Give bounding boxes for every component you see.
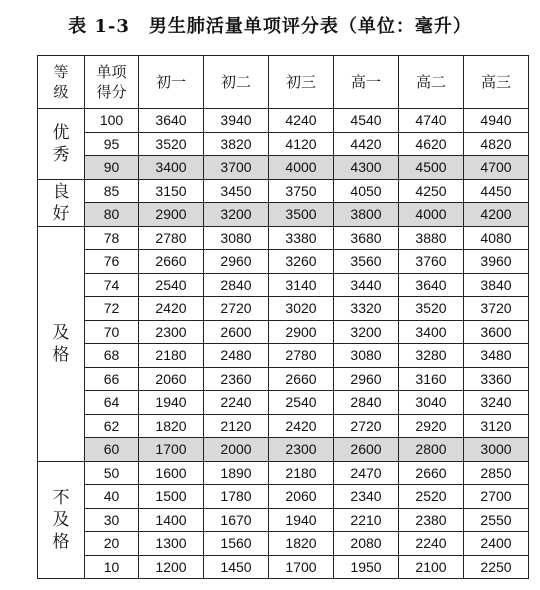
- value-cell: 1670: [204, 508, 269, 532]
- grade-cell: [38, 226, 85, 461]
- value-cell: 2960: [334, 367, 399, 391]
- value-cell: 3040: [399, 391, 464, 415]
- value-cell: 3360: [464, 367, 529, 391]
- value-cell: 4820: [464, 132, 529, 156]
- grade-char: 格: [52, 531, 70, 552]
- value-cell: 3700: [204, 156, 269, 180]
- score-cell: 74: [85, 273, 139, 297]
- value-cell: 4300: [334, 156, 399, 180]
- score-table: [37, 55, 529, 579]
- value-cell: 2340: [334, 485, 399, 509]
- score-cell: 80: [85, 203, 139, 227]
- score-cell: 66: [85, 367, 139, 391]
- value-cell: 3380: [269, 226, 334, 250]
- grade-header-line: 级: [53, 83, 69, 101]
- value-cell: 3400: [399, 320, 464, 344]
- score-cell: 10: [85, 555, 139, 579]
- value-cell: 4250: [399, 179, 464, 203]
- table-row: [38, 250, 529, 274]
- value-cell: 3450: [204, 179, 269, 203]
- grade-char: 及: [52, 322, 70, 343]
- table-row: [38, 156, 529, 180]
- value-cell: 3720: [464, 297, 529, 321]
- table-title: 表 1-3 男生肺活量单项评分表（单位：毫升）: [68, 16, 472, 37]
- value-cell: 3160: [399, 367, 464, 391]
- value-cell: 2550: [464, 508, 529, 532]
- grade-header: [38, 56, 85, 109]
- value-cell: 3140: [269, 273, 334, 297]
- score-cell: 60: [85, 438, 139, 462]
- value-cell: 2300: [139, 320, 204, 344]
- value-cell: 2800: [399, 438, 464, 462]
- value-cell: 2210: [334, 508, 399, 532]
- value-cell: 2960: [204, 250, 269, 274]
- table-row: [38, 367, 529, 391]
- table-row: [38, 179, 529, 203]
- value-cell: 2540: [269, 391, 334, 415]
- value-cell: 2540: [139, 273, 204, 297]
- value-cell: 4420: [334, 132, 399, 156]
- value-cell: 3150: [139, 179, 204, 203]
- value-cell: 1450: [204, 555, 269, 579]
- value-cell: 1820: [139, 414, 204, 438]
- grade-cell: [38, 179, 85, 226]
- score-cell: 78: [85, 226, 139, 250]
- value-cell: 2600: [204, 320, 269, 344]
- value-cell: 2080: [334, 532, 399, 556]
- value-cell: 2180: [139, 344, 204, 368]
- value-cell: 1940: [269, 508, 334, 532]
- value-cell: 4000: [399, 203, 464, 227]
- score-cell: 64: [85, 391, 139, 415]
- value-cell: 4000: [269, 156, 334, 180]
- year-header: 高一: [334, 56, 399, 109]
- grade-char: 良: [52, 181, 70, 202]
- value-cell: 3200: [334, 320, 399, 344]
- table-row: [38, 438, 529, 462]
- grade-char: 不: [52, 487, 70, 508]
- value-cell: 4940: [464, 109, 529, 133]
- score-cell: 76: [85, 250, 139, 274]
- value-cell: 2240: [204, 391, 269, 415]
- table-header: [38, 56, 529, 109]
- table-row: [38, 297, 529, 321]
- value-cell: 3120: [464, 414, 529, 438]
- value-cell: 2470: [334, 461, 399, 485]
- table-row: [38, 109, 529, 133]
- score-cell: 62: [85, 414, 139, 438]
- year-header: 初三: [269, 56, 334, 109]
- grade-header-line: 等: [53, 63, 69, 81]
- value-cell: 3680: [334, 226, 399, 250]
- score-cell: 50: [85, 461, 139, 485]
- value-cell: 2300: [269, 438, 334, 462]
- value-cell: 3880: [399, 226, 464, 250]
- value-cell: 4620: [399, 132, 464, 156]
- value-cell: 2720: [204, 297, 269, 321]
- value-cell: 1400: [139, 508, 204, 532]
- value-cell: 3440: [334, 273, 399, 297]
- value-cell: 3080: [334, 344, 399, 368]
- value-cell: 2250: [464, 555, 529, 579]
- value-cell: 3560: [334, 250, 399, 274]
- value-cell: 2900: [269, 320, 334, 344]
- value-cell: 3800: [334, 203, 399, 227]
- value-cell: 3240: [464, 391, 529, 415]
- grade-cell: [38, 109, 85, 180]
- value-cell: 2840: [204, 273, 269, 297]
- value-cell: 4450: [464, 179, 529, 203]
- value-cell: 1940: [139, 391, 204, 415]
- score-cell: 40: [85, 485, 139, 509]
- value-cell: 3640: [399, 273, 464, 297]
- value-cell: 3820: [204, 132, 269, 156]
- score-header-line: 得分: [96, 83, 127, 101]
- table-row: [38, 320, 529, 344]
- table-row: [38, 344, 529, 368]
- grade-char: 好: [52, 203, 70, 224]
- value-cell: 1780: [204, 485, 269, 509]
- value-cell: 4700: [464, 156, 529, 180]
- value-cell: 3480: [464, 344, 529, 368]
- value-cell: 3960: [464, 250, 529, 274]
- grade-char: 优: [52, 122, 70, 143]
- year-header: 高二: [399, 56, 464, 109]
- value-cell: 2480: [204, 344, 269, 368]
- table-row: [38, 485, 529, 509]
- score-cell: 85: [85, 179, 139, 203]
- value-cell: 2850: [464, 461, 529, 485]
- value-cell: 2840: [334, 391, 399, 415]
- table-row: [38, 414, 529, 438]
- value-cell: 2720: [334, 414, 399, 438]
- score-cell: 90: [85, 156, 139, 180]
- value-cell: 2920: [399, 414, 464, 438]
- value-cell: 2060: [139, 367, 204, 391]
- score-header: [85, 56, 139, 109]
- value-cell: 2180: [269, 461, 334, 485]
- table-row: [38, 532, 529, 556]
- value-cell: 2240: [399, 532, 464, 556]
- value-cell: 3940: [204, 109, 269, 133]
- value-cell: 4050: [334, 179, 399, 203]
- value-cell: 3600: [464, 320, 529, 344]
- value-cell: 2660: [269, 367, 334, 391]
- value-cell: 3020: [269, 297, 334, 321]
- table-row: [38, 391, 529, 415]
- grade-char: 及: [52, 509, 70, 530]
- value-cell: 4200: [464, 203, 529, 227]
- value-cell: 4120: [269, 132, 334, 156]
- value-cell: 4740: [399, 109, 464, 133]
- value-cell: 4080: [464, 226, 529, 250]
- table-row: [38, 203, 529, 227]
- value-cell: 2900: [139, 203, 204, 227]
- grade-cell: [38, 461, 85, 579]
- value-cell: 2060: [269, 485, 334, 509]
- score-cell: 100: [85, 109, 139, 133]
- value-cell: 3320: [334, 297, 399, 321]
- score-cell: 68: [85, 344, 139, 368]
- score-cell: 95: [85, 132, 139, 156]
- value-cell: 1700: [269, 555, 334, 579]
- value-cell: 3760: [399, 250, 464, 274]
- value-cell: 4500: [399, 156, 464, 180]
- value-cell: 3840: [464, 273, 529, 297]
- value-cell: 3520: [399, 297, 464, 321]
- table-row: [38, 226, 529, 250]
- score-header-line: 单项: [96, 63, 127, 81]
- value-cell: 2380: [399, 508, 464, 532]
- value-cell: 1820: [269, 532, 334, 556]
- value-cell: 1600: [139, 461, 204, 485]
- value-cell: 3260: [269, 250, 334, 274]
- score-cell: 20: [85, 532, 139, 556]
- value-cell: 1890: [204, 461, 269, 485]
- value-cell: 1300: [139, 532, 204, 556]
- value-cell: 3000: [464, 438, 529, 462]
- table-row: [38, 508, 529, 532]
- value-cell: 2520: [399, 485, 464, 509]
- value-cell: 3640: [139, 109, 204, 133]
- value-cell: 3400: [139, 156, 204, 180]
- value-cell: 3280: [399, 344, 464, 368]
- table-row: [38, 273, 529, 297]
- value-cell: 2400: [464, 532, 529, 556]
- year-header: 初二: [204, 56, 269, 109]
- value-cell: 3750: [269, 179, 334, 203]
- value-cell: 2600: [334, 438, 399, 462]
- table-row: [38, 555, 529, 579]
- table-row: [38, 132, 529, 156]
- value-cell: 2780: [139, 226, 204, 250]
- value-cell: 3080: [204, 226, 269, 250]
- value-cell: 1200: [139, 555, 204, 579]
- value-cell: 3200: [204, 203, 269, 227]
- value-cell: 2420: [139, 297, 204, 321]
- value-cell: 2100: [399, 555, 464, 579]
- score-cell: 72: [85, 297, 139, 321]
- value-cell: 1500: [139, 485, 204, 509]
- value-cell: 2420: [269, 414, 334, 438]
- score-cell: 30: [85, 508, 139, 532]
- value-cell: 2660: [399, 461, 464, 485]
- value-cell: 4240: [269, 109, 334, 133]
- value-cell: 3500: [269, 203, 334, 227]
- value-cell: 2000: [204, 438, 269, 462]
- value-cell: 2360: [204, 367, 269, 391]
- grade-char: 格: [52, 344, 70, 365]
- value-cell: 1560: [204, 532, 269, 556]
- value-cell: 1700: [139, 438, 204, 462]
- grade-char: 秀: [52, 144, 70, 165]
- year-header: 高三: [464, 56, 529, 109]
- value-cell: 1950: [334, 555, 399, 579]
- value-cell: 4540: [334, 109, 399, 133]
- table-body: [38, 109, 529, 579]
- header-row: [38, 56, 529, 109]
- value-cell: 2120: [204, 414, 269, 438]
- score-cell: 70: [85, 320, 139, 344]
- value-cell: 2700: [464, 485, 529, 509]
- year-header: 初一: [139, 56, 204, 109]
- value-cell: 2660: [139, 250, 204, 274]
- value-cell: 3520: [139, 132, 204, 156]
- value-cell: 2780: [269, 344, 334, 368]
- table-row: [38, 461, 529, 485]
